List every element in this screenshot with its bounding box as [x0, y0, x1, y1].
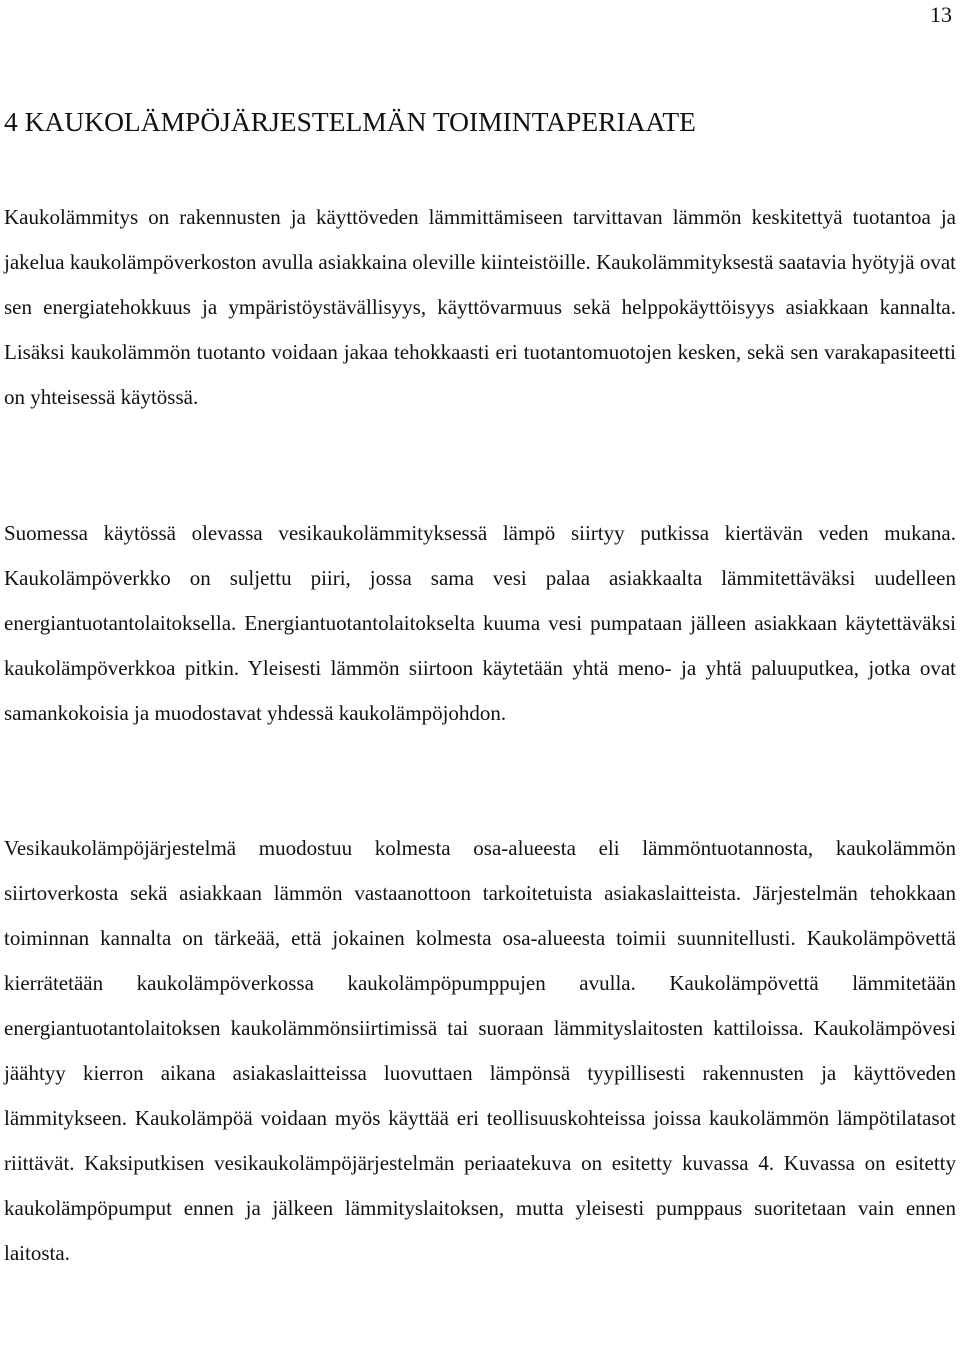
paragraph-1: Kaukolämmitys on rakennusten ja käyttöveden lämmittämiseen tarvittavan lämmön keskitettyä tuotantoa ja jakelua kaukolämpöverkoston avulla asiakkaina oleville kiinteistöille. Kaukolämmityksestä saatavia hyötyjä ovat sen energiatehokkuus ja ympäristöystävällisyys, käyttövarmuus sekä helppokäyttöisyys asiakkaan kannalta. Lisäksi kaukolämmön tuotanto voidaan jakaa tehokkaasti eri tuotantomuotojen kesken, sekä sen varakapasiteetti on yhteisessä käytössä.: [4, 205, 956, 409]
paragraph-2: Suomessa käytössä olevassa vesikaukolämmityksessä lämpö siirtyy putkissa kiertävän veden mukana. Kaukolämpöverkko on suljettu piiri, jossa sama vesi palaa asiakkaalta lämmitettäväksi uudelleen energiantuotantolaitoksella. Energiantuotantolaitokselta kuuma vesi pumpataan jälleen asiakkaan käytettäväksi kaukolämpöverkkoa pitkin. Yleisesti lämmön siirtoon käytetään yhtä meno- ja yhtä paluuputkea, jotka ovat samankokoisia ja muodostavat yhdessä kaukolämpöjohdon.: [4, 521, 956, 725]
paragraph-3: Vesikaukolämpöjärjestelmä muodostuu kolmesta osa-alueesta eli lämmöntuotannosta, kaukolämmön siirtoverkosta sekä asiakkaan lämmön vastaanottoon tarkoitetuista asiakaslaitteista. Järjestelmän tehokkaan toiminnan kannalta on tärkeää, että jokainen kolmesta osa-alueesta toimii suunnitellusti. Kaukolämpövettä kierrätetään kaukolämpöverkossa kaukolämpöpumppujen avulla. Kaukolämpövettä lämmitetään energiantuotantolaitoksen kaukolämmönsiirtimissä tai suoraan lämmityslaitosten kattiloissa. Kaukolämpövesi jäähtyy kierron aikana asiakaslaitteissa luovuttaen lämpönsä tyypillisesti rakennusten ja käyttöveden lämmitykseen. Kaukolämpöä voidaan myös käyttää eri teollisuuskohteissa joissa kaukolämmön lämpötilatasot riittävät. Kaksiputkisen vesikaukolämpöjärjestelmän periaatekuva on esitetty kuvassa 4. Kuvassa on esitetty kaukolämpöpumput ennen ja jälkeen lämmityslaitoksen, mutta yleisesti pumppaus suoritetaan vain ennen laitosta.: [4, 836, 956, 1265]
page-number: 13: [930, 2, 952, 27]
section-heading: 4 KAUKOLÄMPÖJÄRJESTELMÄN TOIMINTAPERIAATE: [4, 106, 696, 137]
